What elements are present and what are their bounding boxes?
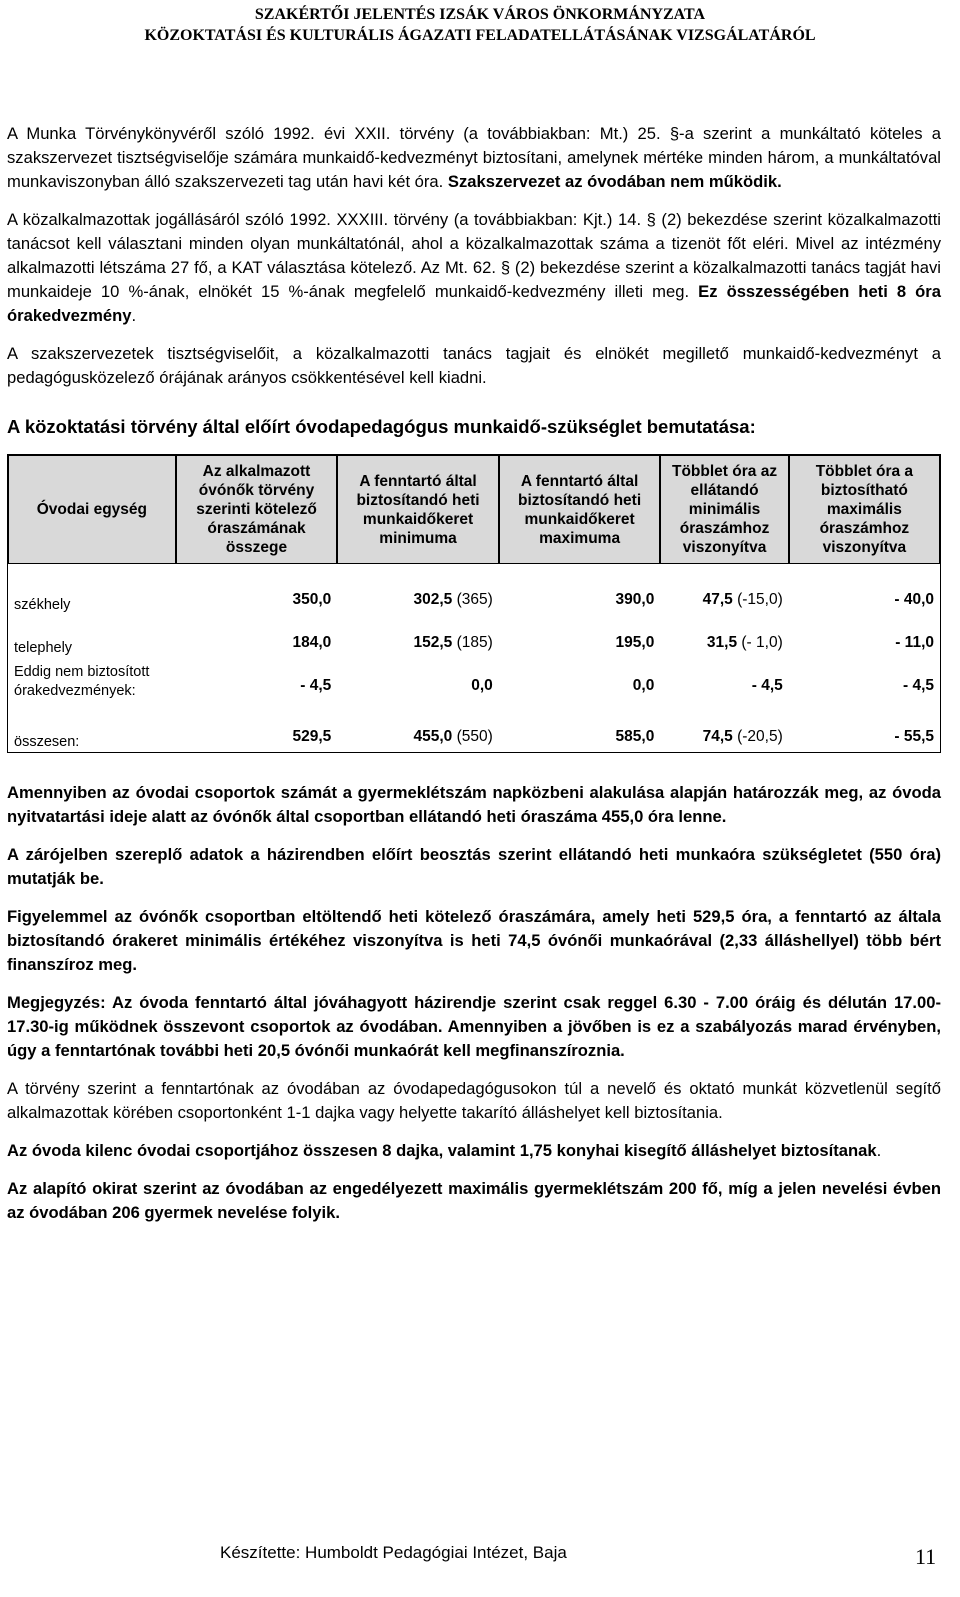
col-header-min: A fenntartó által biztosítandó heti munkaidőkeret minimuma bbox=[337, 455, 499, 564]
row-label: székhely bbox=[14, 597, 71, 613]
table-title: A közoktatási törvény által előírt óvodapedagógus munkaidő-szükséglet bemutatása: bbox=[7, 416, 756, 437]
cell-value: 0,0 bbox=[471, 677, 493, 694]
row-label: Eddig nem biztosított órakedvezmények: bbox=[14, 664, 150, 699]
paragraph-capacity: Az alapító okirat szerint az óvodában az engedélyezett maximális gyermeklétszám 200 fő, míg a jelen nevelési évben az óvodában 206 gyermek nevelése folyik. bbox=[7, 1179, 941, 1222]
cell-note: (185) bbox=[452, 634, 493, 651]
paragraph-group-hours: Amennyiben az óvodai csoportok számát a gyermeklétszám napközbeni alakulása alapján határozzák meg, az óvoda nyitvatartási ideje alatt az óvónők által csoportban ellátandó heti óraszáma 455,0 óra lenne. bbox=[7, 783, 941, 826]
table-row bbox=[8, 631, 940, 658]
cell-value: 31,5 bbox=[706, 634, 738, 651]
header-line-2: KÖZOKTATÁSI ÉS KULTURÁLIS ÁGAZATI FELADATELLÁTÁSÁNAK VIZSGÁLATÁRÓL bbox=[144, 27, 816, 44]
col-header-surplus-max: Többlet óra a biztosítható maximális óraszámhoz viszonyítva bbox=[789, 455, 940, 564]
paragraph-end: . bbox=[876, 1141, 882, 1160]
cell-value: - 40,0 bbox=[894, 591, 934, 608]
paragraph-kjt bbox=[7, 208, 941, 328]
col-header-surplus-min: Többlet óra az ellátandó minimális óraszámhoz viszonyítva bbox=[660, 455, 788, 564]
paragraph-text: A közalkalmazottak jogállásáról szóló 1992. XXXIII. törvény (a továbbiakban: Kjt.) 14. § (2) bekezdése szerint közalkalmazotti tanácsot kell választani minden olyan munkáltatónál, ahol a közalkalmazottak száma a tizenöt főt eléri. Mivel az intézmény alkalmazotti létszáma 27 fő, a KAT választása kötelező. Az Mt. 62. § (2) bekezdése szerint a közalkalmazotti tanács tagját havi munkaideje 10 %-ának, elnökét 15 %-ának megfelelő munkaidő-kedvezmény illeti meg. bbox=[7, 210, 941, 301]
cell-note: (-20,5) bbox=[732, 728, 783, 745]
table-row bbox=[8, 584, 940, 615]
paragraph-bold-text: Szakszervezet az óvodában nem működik. bbox=[447, 172, 782, 191]
cell-note: (- 1,0) bbox=[737, 634, 783, 651]
cell-value: 195,0 bbox=[615, 634, 655, 651]
cell-value: 0,0 bbox=[632, 677, 655, 694]
cell-value: 47,5 bbox=[702, 591, 733, 608]
cell-value: 585,0 bbox=[615, 728, 655, 745]
cell-note: (365) bbox=[452, 591, 493, 608]
cell-value: - 4,5 bbox=[751, 677, 783, 694]
table-row bbox=[8, 658, 940, 701]
cell-note: (550) bbox=[452, 728, 493, 745]
document-header bbox=[0, 4, 960, 46]
col-header-unit: Óvodai egység bbox=[8, 455, 176, 564]
cell-value: 74,5 bbox=[702, 728, 733, 745]
cell-value: 184,0 bbox=[292, 634, 332, 651]
paragraph-brackets: A zárójelben szereplő adatok a házirendben előírt beosztás szerint ellátandó heti munkaóra szükségletet (550 óra) mutatják be. bbox=[7, 845, 941, 888]
page-number: 11 bbox=[915, 1544, 937, 1569]
cell-value: 455,0 bbox=[413, 728, 453, 745]
row-label: telephely bbox=[14, 640, 73, 656]
paragraph-text: A Munka Törvénykönyvéről szóló 1992. évi XXII. törvény (a továbbiakban: Mt.) 25. §-a szerint a munkáltató köteles a szakszervezet tisztségviselője számára munkaidő-kedvezményt biztosítani, amelynek mértéke minden három, a munkáltatóval munkaviszonyban álló szakszervezeti tag után havi két óra. bbox=[7, 124, 941, 191]
paragraph-bold-text: Ez összességében heti 8 óra órakedvezmény bbox=[7, 282, 941, 325]
paragraph-financing: Figyelemmel az óvónők csoportban eltöltendő heti kötelező óraszámára, amely heti 529,5 óra, a fenntartó az általa biztosítandó órakeret minimális értékéhez viszonyítva is heti 74,5 óvónői munkaórával (2,33 álláshellyel) több bért finanszíroz meg. bbox=[7, 907, 941, 974]
cell-value: 302,5 bbox=[413, 591, 453, 608]
cell-value: 350,0 bbox=[292, 591, 332, 608]
col-header-max: A fenntartó által biztosítandó heti munkaidőkeret maximuma bbox=[499, 455, 661, 564]
cell-value: - 55,5 bbox=[894, 728, 934, 745]
paragraph-end: . bbox=[131, 306, 137, 325]
paragraph-kedvezmeny: A szakszervezetek tisztségviselőit, a közalkalmazotti tanács tagjait és elnökét megillető munkaidő-kedvezményt a pedagógusközelező órájának arányos csökkentésével kell kiadni. bbox=[7, 344, 941, 387]
cell-note: (-15,0) bbox=[732, 591, 783, 608]
cell-value: 390,0 bbox=[615, 591, 655, 608]
paragraph-mt bbox=[7, 122, 941, 194]
row-label: összesen: bbox=[14, 734, 80, 750]
document-body bbox=[7, 122, 941, 1225]
paragraph-bold-text: Az óvoda kilenc óvodai csoportjához összesen 8 dajka, valamint 1,75 konyhai kisegítő álláshelyet biztosítanak bbox=[7, 1141, 877, 1160]
paragraph-dajka bbox=[7, 1139, 941, 1163]
col-header-mandatory: Az alkalmazott óvónők törvény szerinti kötelező óraszámának összege bbox=[176, 455, 338, 564]
header-line-1: SZAKÉRTŐI JELENTÉS IZSÁK VÁROS ÖNKORMÁNYZATA bbox=[254, 6, 706, 23]
table-row-total bbox=[8, 721, 940, 752]
cell-value: - 4,5 bbox=[902, 677, 934, 694]
cell-value: - 11,0 bbox=[895, 634, 934, 651]
cell-value: 529,5 bbox=[292, 728, 332, 745]
cell-value: 152,5 bbox=[413, 634, 453, 651]
footer-author: Készítette: Humboldt Pedagógiai Intézet, Baja bbox=[220, 1543, 567, 1562]
paragraph-assistants: A törvény szerint a fenntartónak az óvodában az óvodapedagógusokon túl a nevelő és oktató munkát közvetlenül segítő alkalmazottak körében csoportonként 1-1 dajka vagy helyette takarító álláshelyet kell biztosítania. bbox=[7, 1079, 941, 1122]
cell-value: - 4,5 bbox=[300, 677, 332, 694]
paragraph-note: Megjegyzés: Az óvoda fenntartó által jóváhagyott házirendje szerint csak reggel 6.30 - 7.00 óráig és délután 17.00-17.30-ig működnek összevont csoportok az óvodában. Amennyiben a jövőben is ez a szabályozás marad érvényben, úgy a fenntartónak további heti 20,5 óvónői munkaórát kell megfinanszíroznia. bbox=[7, 993, 941, 1060]
table-header-row bbox=[8, 455, 940, 564]
workload-table bbox=[7, 454, 941, 753]
